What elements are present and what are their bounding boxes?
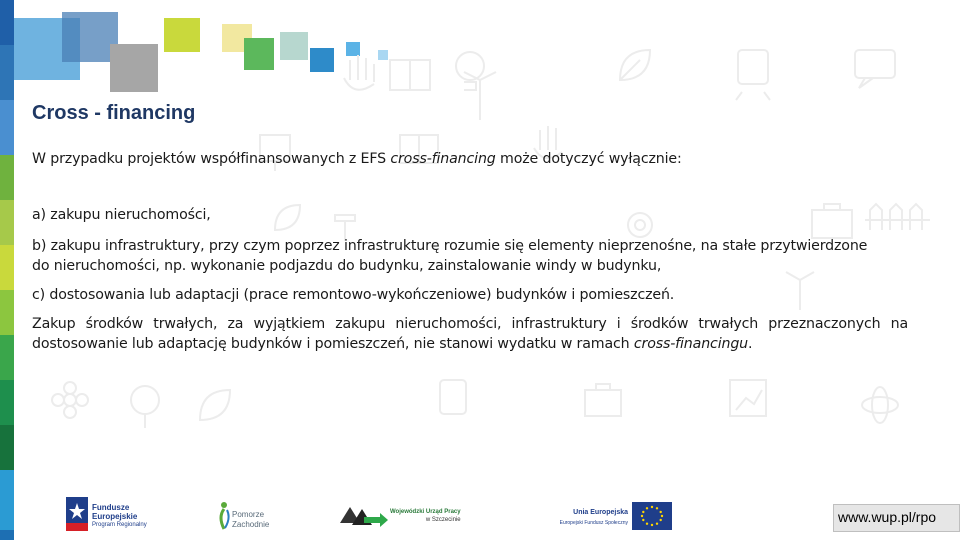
pz-logo-line1: Pomorze [232,510,265,519]
ue-logo-line1: Unia Europejska [573,509,628,516]
list-item-b [32,236,908,276]
list-item-c: c) dostosowania lub adaptacji (prace remontowo-wykończeniowe) budynków i pomieszczeń. [32,287,675,303]
website-link[interactable]: www.wup.pl/rpo [838,509,937,525]
leaf-icon-2 [200,390,230,420]
closing-text-end: . [748,336,753,352]
intro-italic-term: cross-financing [390,151,496,167]
left-color-strip [0,0,14,540]
pz-wave-icon [216,500,232,530]
fe-logo-line1: Fundusze [92,503,130,512]
list-item-b-line1: b) zakupu infrastruktury, przy czym poprzez infrastrukturę rozumie się elementy nieprzenośne, na stałe przytwierdzone [32,238,868,254]
list-item-a: a) zakupu nieruchomości, [32,207,211,223]
intro-paragraph [32,149,908,169]
wup-logo-line2: w Szczecinie [425,517,461,523]
pz-logo-line2: Zachodnie [232,520,270,529]
slide-title: Cross - financing [32,102,196,124]
tram-icon-2 [440,380,466,414]
wup-logo-line1: Wojewódzki Urząd Pracy [390,509,461,515]
atom-icon [862,387,898,423]
chart-icon [730,380,766,416]
fe-star-icon [66,497,88,531]
closing-paragraph [32,314,908,354]
list-item-b-line2: do nieruchomości, np. wykonanie podjazdu do budynku, zainstalowanie windy w budynku, [32,258,662,274]
chat-icon [855,50,895,88]
eu-flag-icon [632,502,672,530]
tram-icon [736,50,770,100]
closing-italic-term: cross-financingu [633,336,749,352]
intro-text-end: może dotyczyć wyłącznie: [495,151,682,167]
intro-text: W przypadku projektów współfinansowanych z EFS [32,151,391,167]
hand-icon [344,55,374,90]
fe-logo-line3: Program Regionalny [92,522,147,528]
book-icon [390,60,430,90]
briefcase-icon-2 [585,384,621,416]
wup-emblem-icon [338,503,388,529]
tree-icon [131,386,159,428]
bulb-icon [456,52,484,90]
closing-text: Zakup środków trwałych, za wyjątkiem zakupu nieruchomości, infrastruktury i środków trwałych przeznaczonych na dostosowanie lub adaptację budynków i pomieszczeń, nie stanowi wydatku w ramach [32,316,908,352]
windmill-icon [464,72,496,120]
ue-logo-line2: Europejski Fundusz Społeczny [559,520,628,526]
flower-icon [52,382,88,418]
leaf-icon [620,50,650,80]
fe-logo-line2: Europejskie [92,512,138,521]
